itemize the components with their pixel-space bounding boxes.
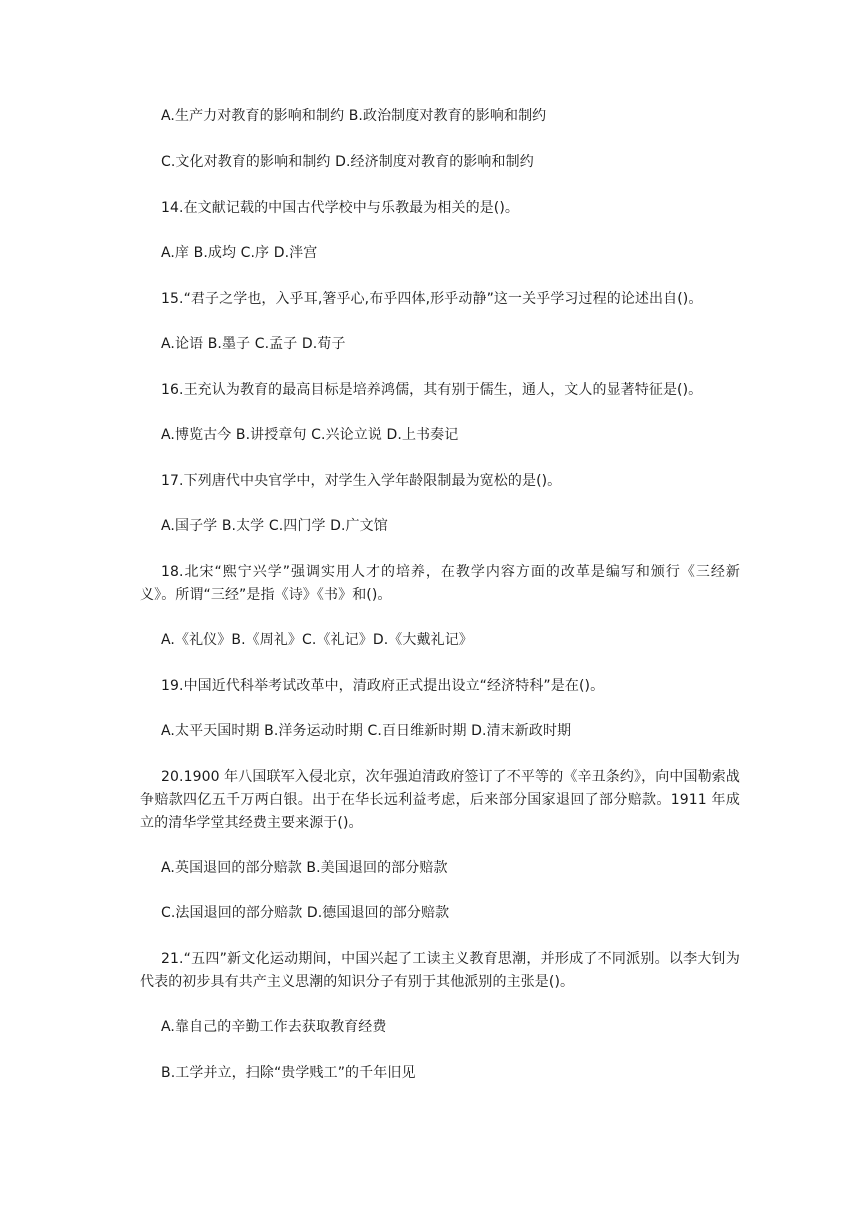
q14-options: A.庠 B.成均 C.序 D.泮宫	[161, 245, 318, 261]
q18-options: A.《礼仪》B.《周礼》C.《礼记》D.《大戴礼记》	[161, 632, 473, 648]
q20-options-ab: A.英国退回的部分赔款 B.美国退回的部分赔款	[161, 860, 448, 876]
q13-options-cd: C.文化对教育的影响和制约 D.经济制度对教育的影响和制约	[161, 154, 534, 170]
question-15: 15.“君子之学也，入乎耳,箸乎心,布乎四体,形乎动静”这一关乎学习过程的论述出自()。	[161, 291, 703, 307]
question-19: 19.中国近代科举考试改革中，清政府正式提出设立“经济特科”是在()。	[161, 678, 605, 694]
q19-options: A.太平天国时期 B.洋务运动时期 C.百日维新时期 D.清末新政时期	[161, 723, 572, 739]
q21-option-a: A.靠自己的辛勤工作去获取教育经费	[161, 1019, 387, 1035]
q16-options: A.博览古今 B.讲授章句 C.兴论立说 D.上书奏记	[161, 427, 459, 443]
question-21: 21.“五四”新文化运动期间，中国兴起了工读主义教育思潮，并形成了不同派别。以李大钊为代表的初步具有共产主义思潮的知识分子有别于其他派别的主张是()。	[140, 951, 740, 990]
q20-options-cd: C.法国退回的部分赔款 D.德国退回的部分赔款	[161, 905, 450, 921]
question-18: 18.北宋“熙宁兴学”强调实用人才的培养，在教学内容方面的改革是编写和颁行《三经新义》。所谓“三经”是指《诗》《书》和()。	[140, 564, 740, 603]
q21-option-b: B.工学并立，扫除“贵学贱工”的千年旧见	[161, 1065, 416, 1081]
question-17: 17.下列唐代中央官学中，对学生入学年龄限制最为宽松的是()。	[161, 473, 562, 489]
question-16: 16.王充认为教育的最高目标是培养鸿儒，其有别于儒生，通人，文人的显著特征是()。	[161, 382, 703, 398]
q15-options: A.论语 B.墨子 C.孟子 D.荀子	[161, 336, 346, 352]
question-20: 20.1900 年八国联军入侵北京，次年强迫清政府签订了不平等的《辛丑条约》，向中国勒索战争赔款四亿五千万两白银。出于在华长远利益考虑，后来部分国家退回了部分赔款。1911 年成立的清华学堂其经费主要来源于()。	[140, 769, 740, 831]
q17-options: A.国子学 B.太学 C.四门学 D.广文馆	[161, 518, 388, 534]
question-14: 14.在文献记载的中国古代学校中与乐教最为相关的是()。	[161, 200, 519, 216]
q13-options-ab: A.生产力对教育的影响和制约 B.政治制度对教育的影响和制约	[161, 108, 547, 124]
